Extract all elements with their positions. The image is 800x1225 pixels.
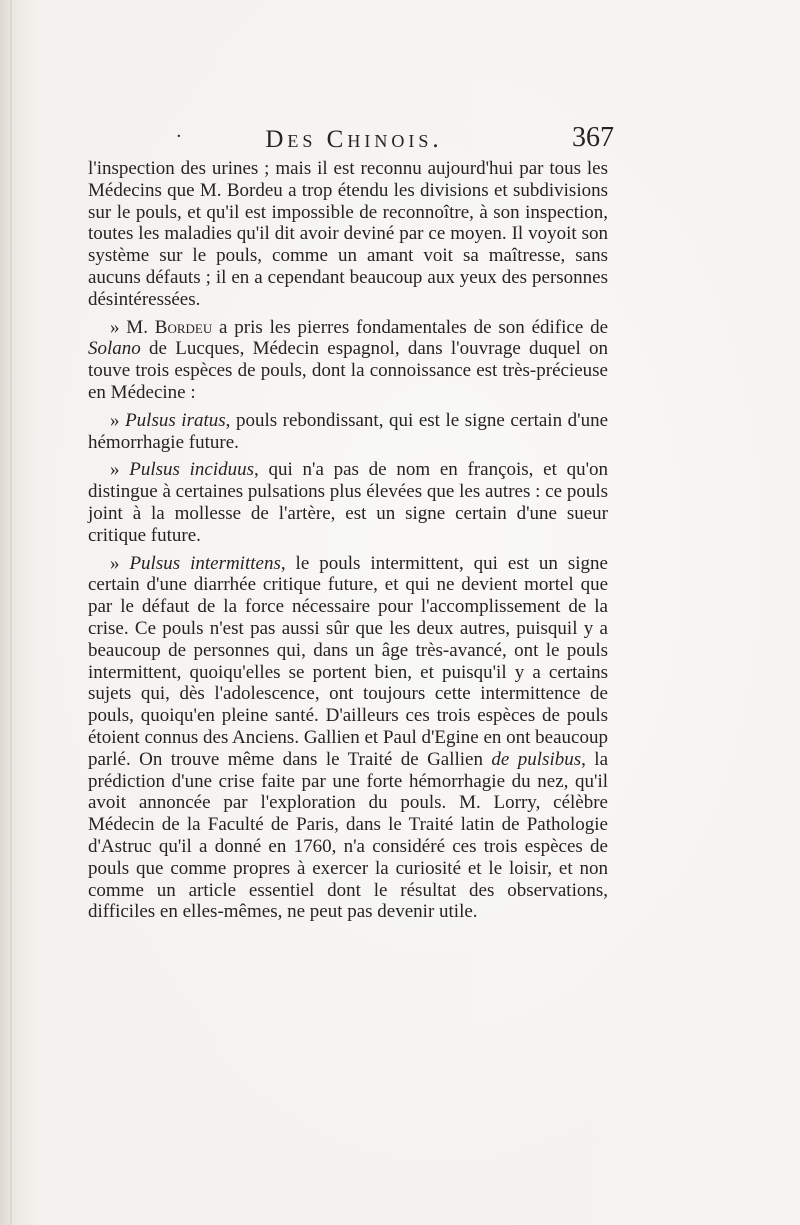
page-header bbox=[88, 122, 620, 162]
paragraph-5 bbox=[88, 553, 608, 924]
page-gutter-shadow bbox=[10, 0, 12, 1225]
paragraph-5-part1: , le pouls intermittent, qui est un signe certain d'une diarrhée critique future, et qui ne devient mortel que par le défaut de la force nécessaire pour l'accomplissement de la crise. Ce pouls n'est pas aussi sûr que les deux autres, puisquil y a beaucoup de personnes qui, dans un âge très-avancé, ont le pouls intermittent, quoiqu'elles se portent bien, et puisqu'il y a certains sujets qui, dès l'adolescence, ont toujours cette intermittence de pouls, quoiqu'en pleine santé. D'ailleurs ces trois espèces de pouls étoient connus des Anciens. Gallien et Paul d'Egine en ont beaucoup parlé. On trouve même dans le Traité de Gallien bbox=[88, 552, 608, 770]
person-name-solano: Solano bbox=[88, 338, 141, 360]
running-title: Des Chinois. bbox=[265, 126, 443, 153]
paragraph-2 bbox=[88, 317, 608, 404]
latin-term-pulsus-iratus: Pulsus iratus bbox=[125, 409, 226, 431]
paragraph-4-prefix: » bbox=[110, 459, 130, 481]
paragraph-2-suffix: de Lucques, Médecin espagnol, dans l'ouvrage duquel on touve trois espèces de pouls, dont la connoissance est très-précieuse en Médecine : bbox=[88, 338, 608, 403]
paragraph-4-suffix: , qui n'a pas de nom en françois, et qu'on distingue à certaines pulsations plus élevées que les autres : ce pouls joint à la mollesse de l'artère, est un signe certain d'une sueur critique future. bbox=[88, 459, 609, 546]
person-name-bordeu: Bordeu bbox=[154, 316, 213, 338]
paragraph-1-text: l'inspection des urines ; mais il est reconnu aujourd'hui par tous les Médecins que M. Bordeu a trop étendu les divisions et subdivisions sur le pouls, et qu'il est impossible de reconnoître, à son inspection, toutes les maladies qu'il dit avoir deviné par ce moyen. Il voyoit son système sur le pouls, comme un amant voit sa maîtresse, sans aucuns défauts ; il en a cependant beaucoup aux yeux des personnes désintéressées. bbox=[88, 158, 608, 310]
latin-title-de-pulsibus: de pulsibus bbox=[491, 748, 582, 770]
paragraph-3-prefix: » bbox=[110, 409, 126, 431]
latin-term-pulsus-intermittens: Pulsus intermittens bbox=[129, 552, 281, 574]
header-dot: · bbox=[176, 126, 182, 147]
paragraph-3 bbox=[88, 410, 608, 454]
paragraph-2-prefix: » M. bbox=[110, 316, 155, 338]
paragraph-5-prefix: » bbox=[110, 552, 130, 574]
paragraph-1 bbox=[88, 158, 608, 311]
paragraph-5-part2: , la prédiction d'une crise faite par une forte hémorrhagie du nez, qu'il avoit annoncée par l'exploration du pouls. M. Lorry, célèbre Médecin de la Faculté de Paris, dans le Traité latin de Pathologie d'Astruc qu'il a donné en 1760, n'a considéré ces trois espèces de pouls que comme propres à exercer la curiosité et le loisir, et non comme un article essentiel dont le résultat des observations, difficiles en elles-mêmes, ne peut pas devenir utile. bbox=[88, 748, 609, 923]
paragraph-3-suffix: , pouls rebondissant, qui est le signe certain d'une hémorrhagie future. bbox=[88, 409, 608, 453]
paragraph-4 bbox=[88, 459, 608, 546]
paragraph-2-mid: a pris les pierres fondamentales de son édifice de bbox=[212, 316, 609, 338]
page-number: 367 bbox=[572, 122, 614, 153]
latin-term-pulsus-inciduus: Pulsus inciduus bbox=[129, 459, 255, 481]
body-text bbox=[88, 158, 608, 929]
